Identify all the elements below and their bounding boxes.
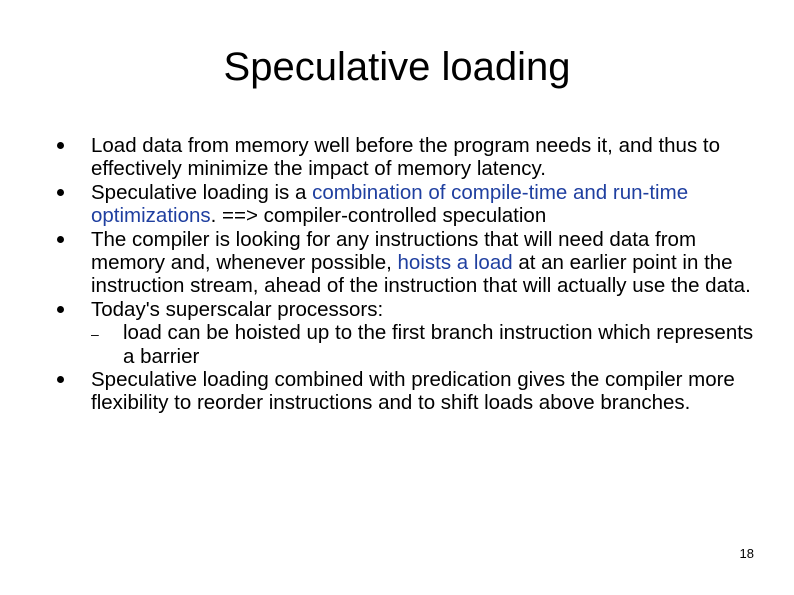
bullet-text: Speculative loading is a <box>91 180 313 204</box>
bullet-item <box>57 228 757 298</box>
bullet-text: The compiler is looking for any instructions that will need data from memory and, whenever possible, <box>91 227 697 275</box>
bullet-item <box>57 134 757 181</box>
bullet-text: Load data from memory well before the program needs it, and thus to effectively minimize the impact of memory latency. <box>91 134 721 181</box>
bullet-text: Speculative loading combined with predication gives the compiler more flexibility to reorder instructions and to shift loads above branches. <box>91 368 735 415</box>
bullet-item <box>57 298 757 368</box>
highlighted-text: hoists a load <box>397 251 513 275</box>
bullet-dot-icon <box>57 306 64 313</box>
highlighted-text: combination of compile-time and run-time optimizations <box>91 180 689 228</box>
bullet-dot-icon <box>57 236 64 243</box>
dash-icon: – <box>91 326 99 343</box>
bullet-list <box>57 134 757 415</box>
sub-bullet-item <box>91 321 757 368</box>
sub-bullet-list <box>91 321 757 368</box>
bullet-text: Today's superscalar processors: <box>91 297 384 321</box>
bullet-dot-icon <box>57 142 64 149</box>
sub-bullet-text: load can be hoisted up to the first branch instruction which represents a barrier <box>123 321 754 368</box>
bullet-item <box>57 181 757 228</box>
bullet-text: . ==> compiler-controlled speculation <box>210 204 547 228</box>
bullet-item <box>57 368 757 415</box>
bullet-dot-icon <box>57 376 64 383</box>
bullet-dot-icon <box>57 189 64 196</box>
page-number: 18 <box>739 546 754 561</box>
bullet-text: at an earlier point in the instruction stream, ahead of the instruction that will actually use the data. <box>91 251 751 298</box>
slide-title: Speculative loading <box>223 45 571 89</box>
